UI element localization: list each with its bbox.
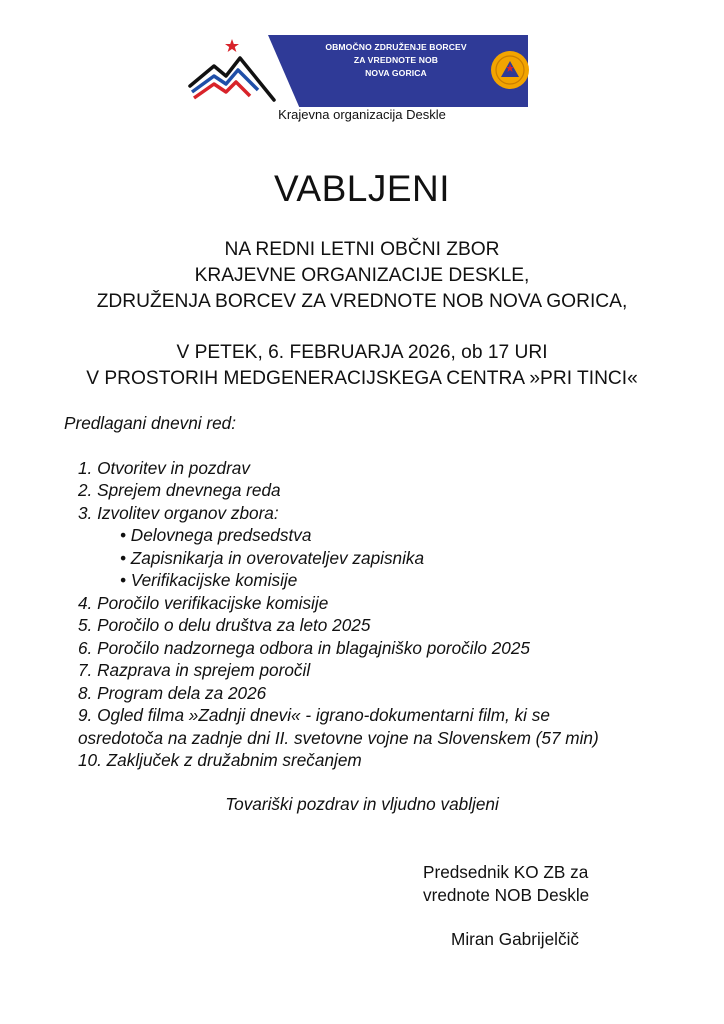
agenda-item: 5. Poročilo o delu društva za leto 2025 [78, 615, 371, 635]
agenda-item: 4. Poročilo verifikacijske komisije [78, 592, 329, 613]
signature-role-line: Predsednik KO ZB za [423, 862, 589, 882]
event-block [0, 340, 724, 392]
agenda-sublist [78, 524, 704, 592]
agenda [64, 412, 704, 772]
agenda-item: 8. Program dela za 2026 [78, 682, 267, 703]
agenda-item: 9. Ogled filma »Zadnji dnevi« - igrano-dokumentarni film, ki se [78, 705, 550, 725]
signature-role-line: vrednote NOB Deskle [423, 884, 590, 905]
agenda-item: 1. Otvoritev in pozdrav [78, 457, 250, 478]
agenda-item: 10. Zaključek z družabnim srečanjem [78, 750, 362, 770]
agenda-item-continuation: osredotoča na zadnje dni II. svetovne vojne na Slovenskem (57 min) [78, 727, 599, 748]
agenda-heading: Predlagani dnevni red: [64, 413, 236, 433]
agenda-subitem: • Verifikacijske komisije [120, 570, 298, 590]
org-banner-text [306, 41, 486, 80]
intro-line: ZDRUŽENJA BORCEV ZA VREDNOTE NOB NOVA GORICA, [96, 291, 628, 312]
mountain-logo-icon [186, 34, 278, 104]
red-star-icon [225, 39, 239, 52]
signature-name: Miran Gabrijelčič [451, 929, 579, 949]
signature-block [423, 861, 683, 951]
organization-subtitle: Krajevna organizacija Deskle [278, 107, 446, 122]
closing-greeting: Tovariški pozdrav in vljudno vabljeni [225, 794, 499, 814]
event-location-line: V PROSTORIH MEDGENERACIJSKEGA CENTRA »PRI TINCI« [86, 368, 638, 389]
banner-line: ZA VREDNOTE NOB [353, 55, 439, 65]
intro-block [0, 237, 724, 315]
letterhead [0, 0, 724, 130]
banner-line: NOVA GORICA [365, 68, 427, 78]
agenda-item: 6. Poročilo nadzornega odbora in blagajniško poročilo 2025 [78, 637, 530, 658]
agenda-item-text: 3. Izvolitev organov zbora: [78, 502, 279, 523]
intro-line: NA REDNI LETNI OBČNI ZBOR [224, 239, 500, 260]
agenda-subitem: • Zapisnikarja in overovateljev zapisnika [120, 547, 425, 568]
banner-line: OBMOČNO ZDRUŽENJE BORCEV [325, 42, 467, 52]
agenda-item: 7. Razprava in sprejem poročil [78, 660, 311, 680]
page-title: VABLJENI [273, 168, 451, 209]
intro-line: KRAJEVNE ORGANIZACIJE DESKLE, [194, 265, 530, 286]
agenda-item [78, 502, 704, 592]
badge-emblem-icon [490, 50, 530, 90]
agenda-list [64, 457, 704, 772]
event-date-line: V PETEK, 6. FEBRUARJA 2026, ob 17 URI [176, 342, 548, 363]
agenda-subitem: • Delovnega predsedstva [120, 525, 312, 545]
agenda-item: 2. Sprejem dnevnega reda [78, 480, 281, 500]
